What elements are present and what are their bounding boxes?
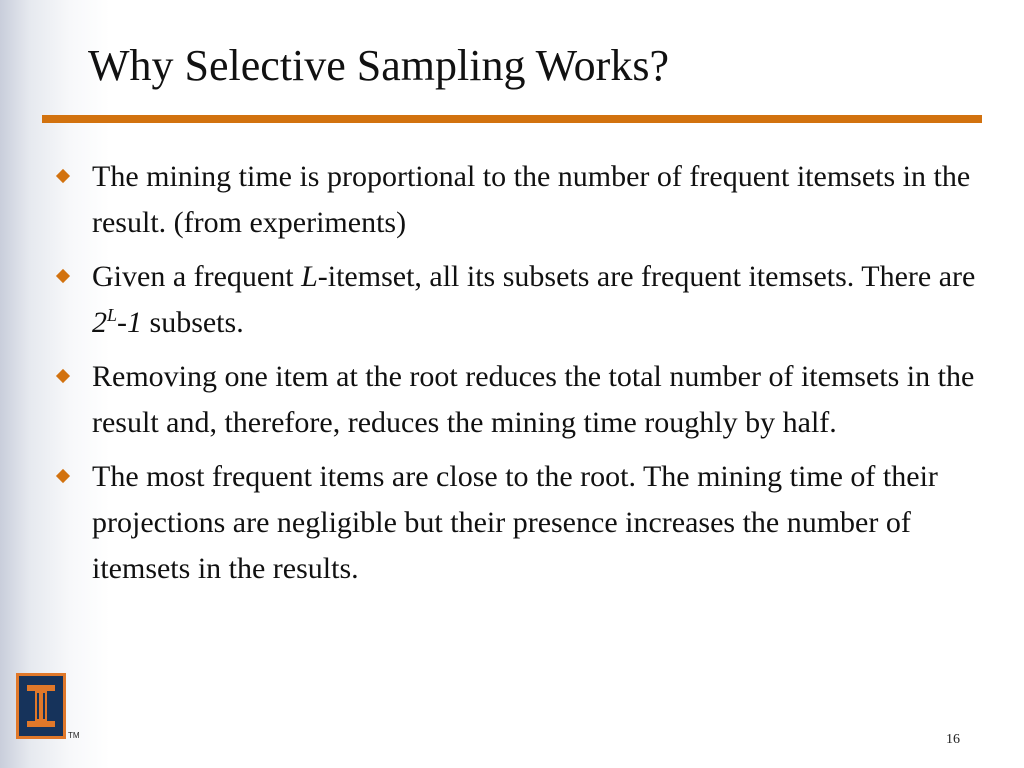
bullet-item xyxy=(92,454,992,592)
bullet-text-italic: -1 xyxy=(117,306,143,339)
bullet-text: The mining time is proportional to the number of frequent itemsets in the result. (from experiments) xyxy=(92,160,971,239)
bullet-text-italic: 2 xyxy=(92,306,107,339)
slide-title: Why Selective Sampling Works? xyxy=(88,41,669,90)
university-i-logo-icon xyxy=(16,673,66,739)
bullet-text: -itemset, all its subsets are frequent itemsets. There are xyxy=(317,260,976,293)
bullet-superscript: L xyxy=(107,305,118,325)
title-divider xyxy=(42,115,982,123)
trademark-label: TM xyxy=(68,731,80,740)
bullet-item xyxy=(92,254,992,346)
bullet-item xyxy=(92,154,992,246)
bullet-item xyxy=(92,354,992,446)
diamond-bullet-icon xyxy=(56,369,70,383)
bullet-text: Removing one item at the root reduces the total number of itemsets in the result and, therefore, reduces the mining time roughly by half. xyxy=(92,360,975,439)
bullet-text: subsets. xyxy=(142,306,244,339)
bullet-text: The most frequent items are close to the root. The mining time of their projections are negligible but their presence increases the number of itemsets in the results. xyxy=(92,460,938,585)
bullet-list xyxy=(92,154,992,600)
bullet-text-italic: L xyxy=(301,260,318,293)
diamond-bullet-icon xyxy=(56,169,70,183)
bullet-text: Given a frequent xyxy=(92,260,302,293)
diamond-bullet-icon xyxy=(56,469,70,483)
diamond-bullet-icon xyxy=(56,269,70,283)
page-number: 16 xyxy=(946,732,960,747)
